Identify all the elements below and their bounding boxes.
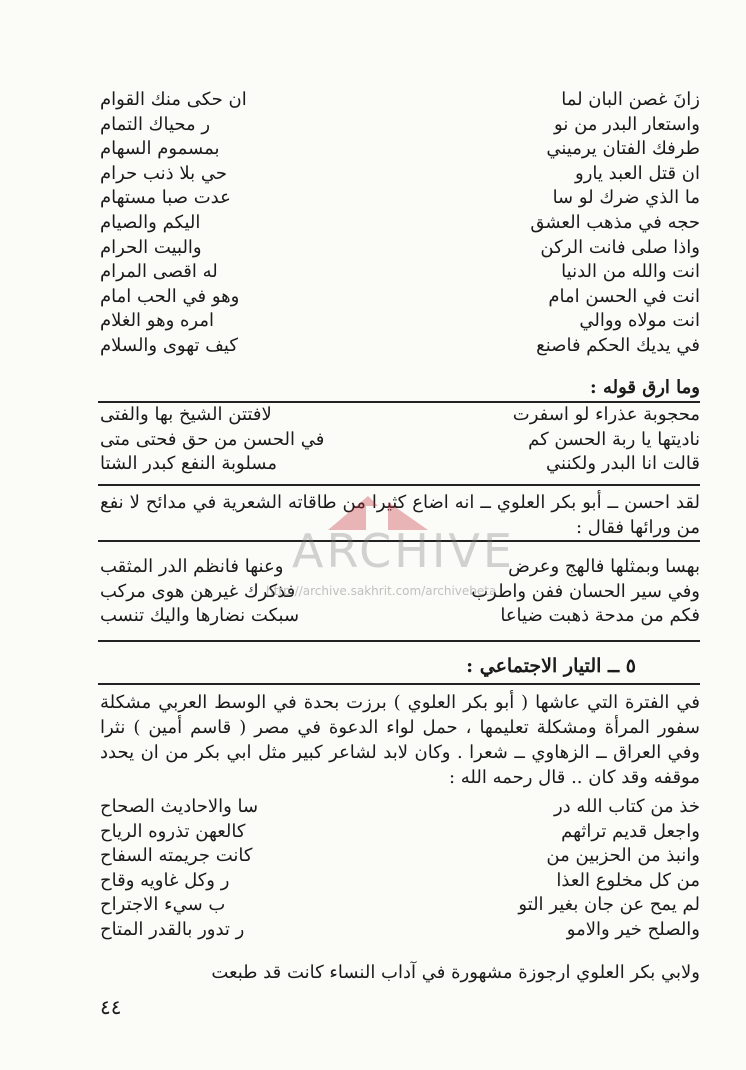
verse-first-hemistich: واستعار البدر من نو: [554, 113, 700, 135]
verse-first-hemistich: في يديك الحكم فاصنع: [536, 334, 700, 356]
verse-line: [100, 162, 700, 187]
verse-second-hemistich: اليكم والصيام: [100, 211, 201, 233]
section-heading: ٥ ــ التيار الاجتماعي :: [466, 655, 636, 677]
poem-social: [100, 795, 700, 943]
verse-line: [100, 137, 700, 162]
verse-line: [100, 893, 700, 918]
verse-second-hemistich: سبكت نضارها واليك تنسب: [100, 605, 300, 627]
verse-first-hemistich: واذا صلى فانت الركن: [540, 236, 700, 258]
verse-second-hemistich: امره وهو الغلام: [100, 310, 214, 332]
verse-second-hemistich: ر وكل غاويه وقاح: [100, 869, 230, 891]
verse-line: [100, 403, 700, 428]
verse-second-hemistich: وهو في الحب امام: [100, 285, 240, 307]
verse-second-hemistich: كالعهن تذروه الرياح: [100, 820, 246, 842]
verse-line: [100, 260, 700, 285]
verse-second-hemistich: والبيت الحرام: [100, 236, 202, 258]
verse-line: [100, 820, 700, 845]
verse-line: [100, 285, 700, 310]
verse-first-hemistich: بهسا وبمثلها فالهج وعرض: [508, 556, 700, 577]
section-divider: [98, 640, 700, 642]
verse-second-hemistich: ر تدور بالقدر المتاح: [100, 918, 245, 940]
verse-line: [100, 88, 700, 113]
page-number: ٤٤: [100, 995, 122, 1019]
poem-mahjouba: [100, 403, 700, 477]
verse-second-hemistich: حي بلا ذنب حرام: [100, 162, 227, 184]
verse-first-hemistich: خذ من كتاب الله در: [553, 796, 700, 817]
verse-second-hemistich: له اقصى المرام: [100, 261, 218, 283]
verse-second-hemistich: في الحسن من حق فحتى متى: [100, 428, 325, 450]
verse-first-hemistich: انت والله من الدنيا: [561, 261, 700, 283]
verse-first-hemistich: وانبذ من الحزبين من: [546, 845, 700, 867]
verse-first-hemistich: قالت انا البدر ولكنني: [546, 453, 700, 475]
closing-line: ولابي بكر العلوي ارجوزة مشهورة في آداب النساء كانت قد طبعت: [211, 962, 700, 983]
verse-first-hemistich: ناديتها يا ربة الحسن كم: [528, 428, 700, 450]
verse-second-hemistich: كانت جريمته السفاح: [100, 845, 253, 867]
poem-madaeh: [100, 555, 700, 629]
verse-first-hemistich: انت مولاه ووالي: [579, 310, 700, 332]
poem-ghazal: [100, 88, 700, 359]
verse-line: [100, 113, 700, 138]
intro-line: وما ارق قوله :: [590, 377, 700, 398]
verse-line: [100, 918, 700, 943]
verse-line: [100, 555, 700, 580]
verse-second-hemistich: ب سيء الاجتراح: [100, 894, 226, 916]
verse-first-hemistich: وفي سير الحسان ففن واطرب: [471, 580, 700, 602]
verse-first-hemistich: من كل مخلوع العذا: [556, 869, 700, 891]
body-paragraph: في الفترة التي عاشها ( أبو بكر العلوي ) برزت بحدة في الوسط العربي مشكلة سفور المرأة ومشكلة تعليمها ، حمل لواء الدعوة في مصر ( قاسم أمين ) نثرا وفي العراق ــ الزهاوي ــ شعرا . وكان لابد لشاعر كبير مثل ابي بكر من ان يحدد موقفه وقد كان .. قال رحمه الله :: [100, 692, 700, 788]
verse-first-hemistich: طرفك الفتان يرميني: [546, 138, 700, 160]
verse-first-hemistich: فكم من مدحة ذهبت ضياعا: [500, 605, 700, 627]
verse-second-hemistich: ر محياك التمام: [100, 113, 211, 135]
verse-second-hemistich: عدت صبا مستهام: [100, 187, 231, 209]
verse-line: [100, 844, 700, 869]
heading-underline: [98, 683, 700, 685]
watermark-url: http://archive.sakhrit.com/archivebeta: [266, 584, 497, 598]
verse-first-hemistich: ان قتل العبد يارو: [575, 162, 700, 184]
verse-second-hemistich: ان حكى منك القوام: [100, 89, 247, 110]
verse-line: [100, 604, 700, 629]
verse-line: [100, 869, 700, 894]
verse-line: [100, 211, 700, 236]
verse-line: [100, 334, 700, 359]
verse-line: [100, 795, 700, 820]
verse-first-hemistich: واجعل قديم تراثهم: [561, 820, 700, 842]
section-divider: [98, 540, 700, 542]
verse-second-hemistich: بمسموم السهام: [100, 138, 220, 160]
verse-line: [100, 236, 700, 261]
verse-second-hemistich: وعنها فانظم الدر المثقب: [100, 556, 284, 577]
verse-first-hemistich: حجه في مذهب العشق: [530, 211, 700, 233]
verse-first-hemistich: انت في الحسن امام: [548, 285, 700, 307]
verse-second-hemistich: مسلوبة النفع كبدر الشتا: [100, 453, 277, 475]
verse-first-hemistich: محجوبة عذراء لو اسفرت: [512, 404, 700, 425]
verse-first-hemistich: والصلح خير والامو: [566, 918, 700, 940]
verse-second-hemistich: سا والاحاديث الصحاح: [100, 796, 259, 817]
verse-line: [100, 452, 700, 477]
verse-first-hemistich: ما الذي ضرك لو سا: [552, 187, 700, 209]
verse-line: [100, 309, 700, 334]
verse-second-hemistich: لافتتن الشيخ بها والفتى: [100, 404, 272, 425]
verse-line: [100, 580, 700, 605]
critique-paragraph: لقد احسن ــ أبو بكر العلوي ــ انه اضاع كثيرا من طاقاته الشعرية في مدائح لا نفع من ورائها فقال :: [100, 492, 700, 538]
watermark-word: ARCHIVE: [292, 524, 515, 578]
verse-second-hemistich: كيف تهوى والسلام: [100, 334, 238, 356]
verse-second-hemistich: فذكرك غيرهن هوى مركب: [100, 580, 296, 602]
verse-first-hemistich: زانَ غصن البان لما: [561, 89, 700, 110]
section-divider: [98, 484, 700, 486]
verse-line: [100, 186, 700, 211]
verse-line: [100, 428, 700, 453]
verse-first-hemistich: لم يمح عن جان بغير التو: [518, 894, 700, 916]
